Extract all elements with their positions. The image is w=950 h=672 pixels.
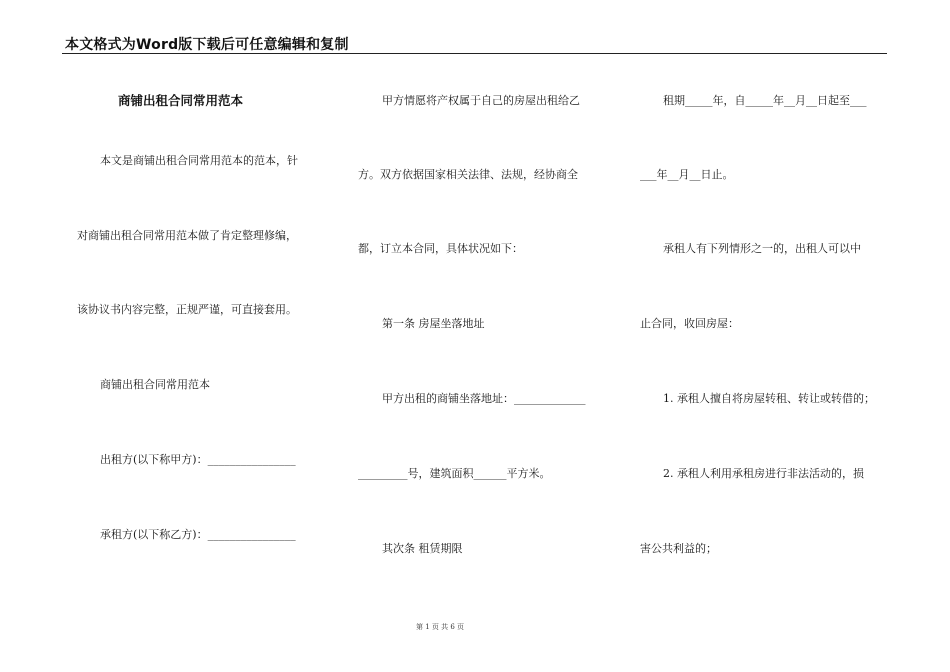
document-title: 商铺出租合同常用范本	[118, 93, 244, 108]
document-banner: 本文格式为Word版下载后可任意编辑和复制	[65, 37, 349, 53]
address-field-line: 甲方出租的商铺坐落地址：_____________	[382, 392, 586, 405]
paragraph-line: 止合同，收回房屋：	[640, 317, 739, 330]
term-field-line: 租期_____年，自_____年__月__日起至___	[663, 94, 867, 107]
clause-item: 2. 承租人利用承租房进行非法活动的，损	[663, 467, 864, 480]
paragraph-line: 方。双方依据国家相关法律、法规，经协商全	[358, 168, 578, 181]
paragraph-line: 甲方情愿将产权属于自己的房屋出租给乙	[382, 94, 580, 107]
paragraph-line: 该协议书内容完整，正规严谨，可直接套用。	[77, 303, 297, 316]
page-number: 第 1 页 共 6 页	[415, 623, 465, 631]
clause-item: 1. 承租人擅自将房屋转租、转让或转借的；	[663, 392, 875, 405]
article-heading: 第一条 房屋坐落地址	[382, 317, 485, 330]
article-heading: 其次条 租赁期限	[382, 542, 463, 555]
banner-divider	[62, 53, 887, 54]
lessor-field-line: 出租方(以下称甲方)：________________	[100, 453, 296, 466]
term-field-line: ___年__月__日止。	[640, 168, 734, 181]
area-field-line: _________号，建筑面积______平方米。	[358, 467, 551, 480]
paragraph-line: 对商铺出租合同常用范本做了肯定整理修编，	[77, 229, 297, 242]
paragraph-line: 害公共利益的；	[640, 542, 717, 555]
paragraph-line: 都，订立本合同，具体状况如下：	[358, 242, 523, 255]
lessee-field-line: 承租方(以下称乙方)：________________	[100, 528, 296, 541]
paragraph-line: 本文是商铺出租合同常用范本的范本，针	[100, 154, 298, 167]
subtitle-line: 商铺出租合同常用范本	[100, 378, 210, 391]
paragraph-line: 承租人有下列情形之一的，出租人可以中	[663, 242, 861, 255]
